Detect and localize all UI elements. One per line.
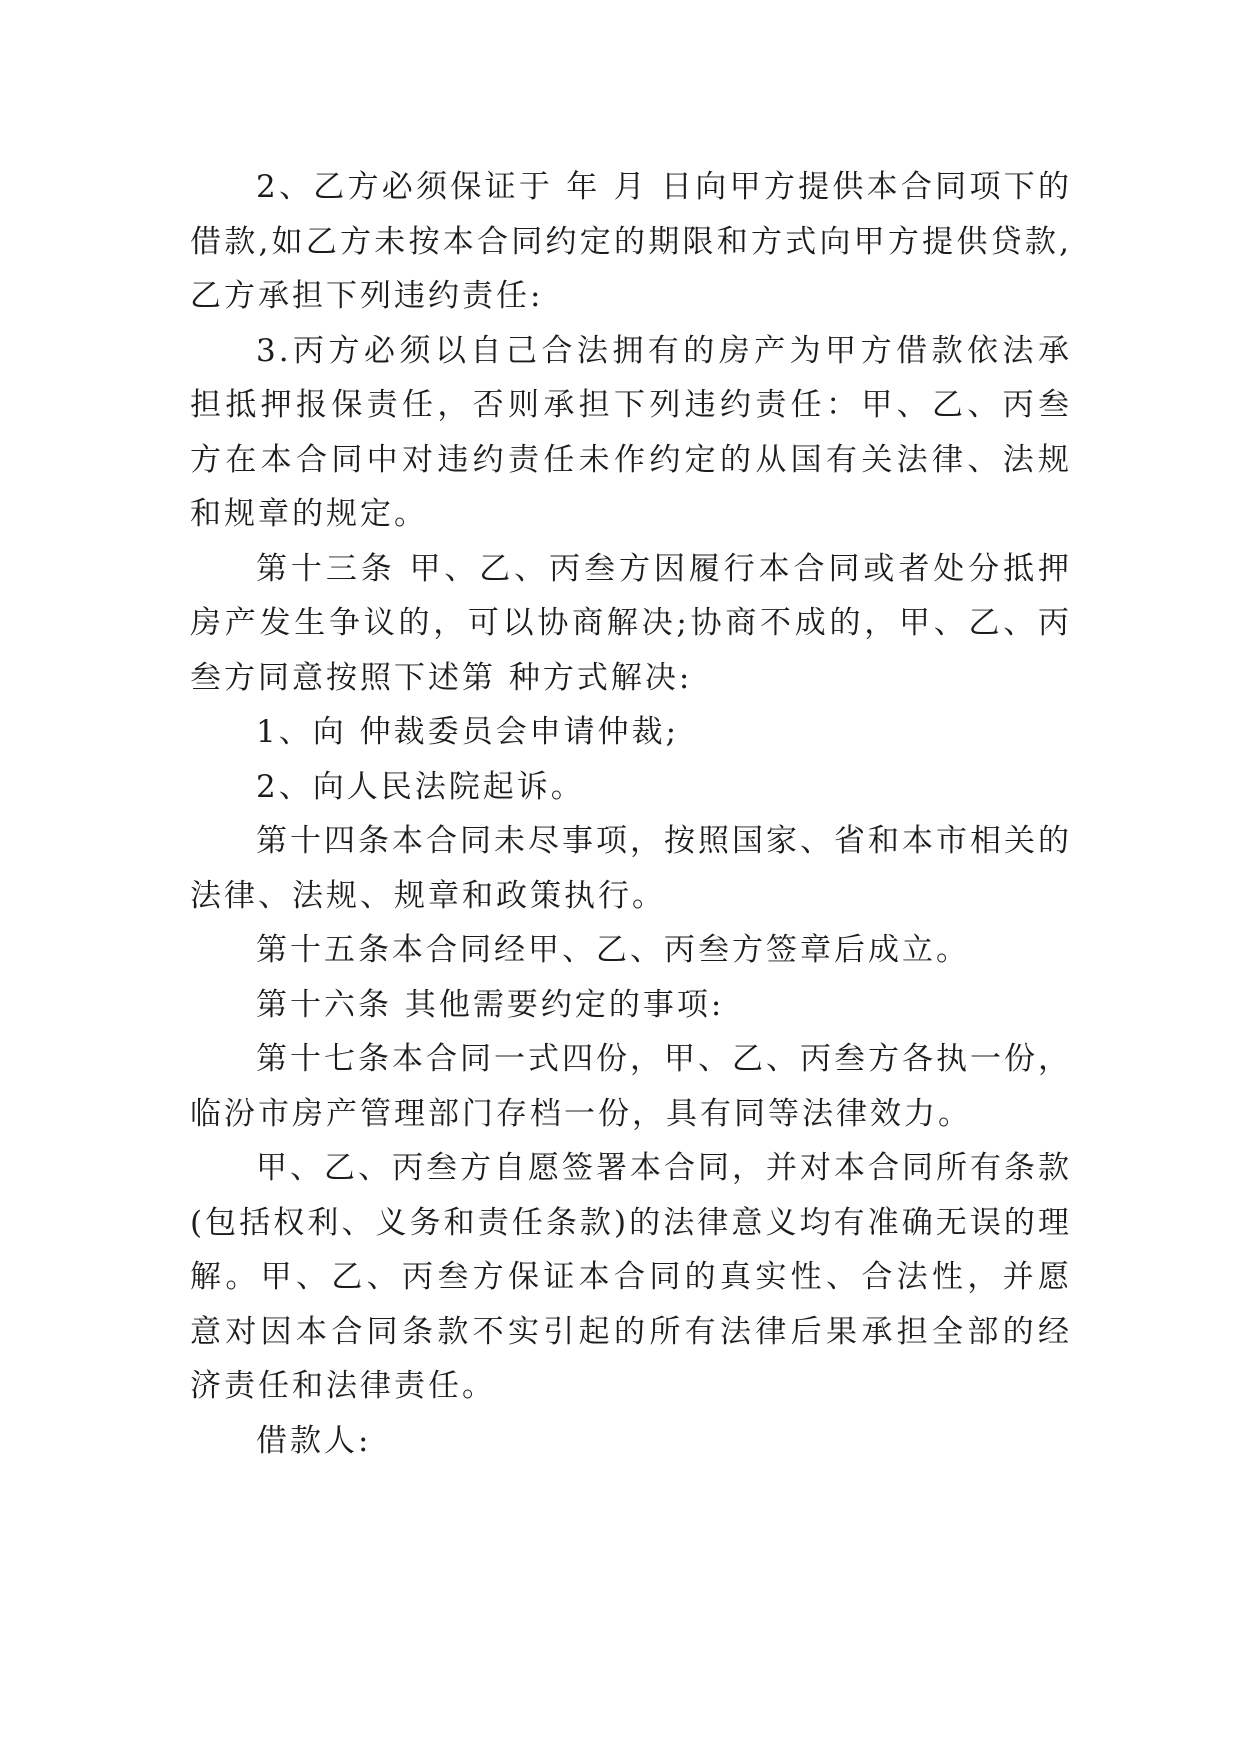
dispute-option-1: 1、向 仲裁委员会申请仲裁; — [256, 714, 680, 750]
document-body — [190, 160, 1072, 1468]
clause-3-paragraph: 3.丙方必须以自己合法拥有的房产为甲方借款依法承担抵押报保责任，否则承担下列违约责任：甲、乙、丙叁方在本合同中对违约责任未作约定的从国有关法律、法规和规章的规定。 — [190, 332, 1072, 532]
article-15-paragraph: 第十五条本合同经甲、乙、丙叁方签章后成立。 — [256, 932, 970, 968]
article-14-paragraph: 第十四条本合同未尽事项，按照国家、省和本市相关的法律、法规、规章和政策执行。 — [190, 823, 1072, 914]
article-17-paragraph: 第十七条本合同一式四份，甲、乙、丙叁方各执一份，临汾市房产管理部门存档一份，具有同等法律效力。 — [190, 1041, 1072, 1132]
article-13-paragraph: 第十三条 甲、乙、丙叁方因履行本合同或者处分抵押房产发生争议的，可以协商解决;协商不成的，甲、乙、丙叁方同意按照下述第 种方式解决: — [190, 550, 1072, 696]
borrower-signature-label: 借款人: — [256, 1422, 372, 1459]
clause-2-paragraph: 2、乙方必须保证于 年 月 日向甲方提供本合同项下的借款,如乙方未按本合同约定的期限和方式向甲方提供贷款,乙方承担下列违约责任: — [190, 169, 1072, 314]
agreement-statement-paragraph: 甲、乙、丙叁方自愿签署本合同，并对本合同所有条款(包括权利、义务和责任条款)的法律意义均有准确无误的理解。甲、乙、丙叁方保证本合同的真实性、合法性，并愿意对因本合同条款不实引起的所有法律后果承担全部的经济责任和法律责任。 — [190, 1150, 1072, 1404]
dispute-option-2: 2、向人民法院起诉。 — [256, 768, 585, 805]
article-16-paragraph: 第十六条 其他需要约定的事项: — [256, 986, 725, 1023]
